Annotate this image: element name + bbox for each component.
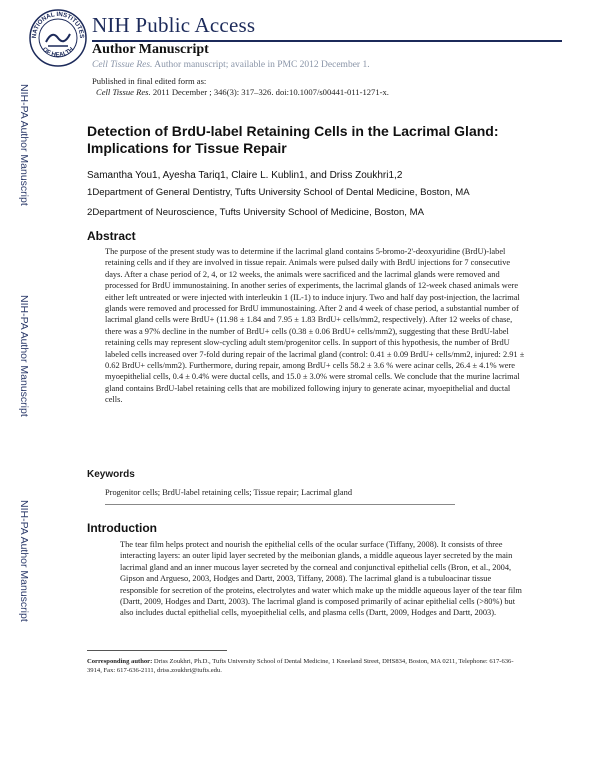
keywords-divider <box>105 504 455 505</box>
abstract-text: The purpose of the present study was to determine if the lacrimal gland contains 5-bromo-2'-deoxyuridine (BrdU)-label retaining cells and if they are involved in tissue repair. Animals were pulsed daily with BrdU injections for 7 consecutive days. After a chase period of 2, 4, or 12 weeks, the animals were sacrificed and the lacrimal glands were removed and processed for BrdU immunostaining. In another series of experiments, the lacrimal glands of 12-week chased animals were either left untreated or were injected with interleukin 1 (IL-1) to induce injury. Two and half day post-injection, the lacrimal glands were removed and processed for BrdU immunostaining. After 2 and 4 week of chase period, a substantial number of lacrimal gland cells were BrdU+ (11.98 ± 1.84 and 7.95 ± 1.83 BrdU+ cells/mm2, respectively). After 12 weeks of chase, there was a 97% decline in the number of BrdU+ cells (0.38 ± 0.06 BrdU+ cells/mm2), suggesting that these BrdU-label retaining cells may represent slow-cycling adult stem/progenitor cells. In support of this hypothesis, the number of BrdU labeled cells increased over 7-fold during repair of the lacrimal gland (control: 0.41 ± 0.09 BrdU+ cells/mm2, injured: 2.91 ± 0.62 BrdU+ cells/mm2). Furthermore, during repair, among BrdU+ cells 58.2 ± 3.6 % were acinar cells, 26.4 ± 4.1% were myoepithelial cells, 0.4 ± 0.4% were ductal cells, and 15.0 ± 3.0% were stromal cells. We conclude that the murine lacrimal gland contains BrdU-label retaining cells that are mobilized following injury to generate acinar, myoepithelial and ductal cells. <box>105 247 525 405</box>
citation-details: 2011 December ; 346(3): 317–326. doi:10.1007/s00441-011-1271-x. <box>150 87 389 97</box>
author-list: Samantha You1, Ayesha Tariq1, Claire L. Kublin1, and Driss Zoukhri1,2 <box>87 170 403 181</box>
svg-text:OF HEALTH: OF HEALTH <box>40 46 76 59</box>
nih-seal-logo <box>28 8 88 68</box>
introduction-heading: Introduction <box>87 521 157 535</box>
corresponding-author-footnote <box>87 658 527 675</box>
published-in-line: Published in final edited form as: <box>92 76 207 86</box>
paper-title: Detection of BrdU-label Retaining Cells in the Lacrimal Gland: Implications for Tissue Repair <box>87 123 499 156</box>
keywords-heading: Keywords <box>87 469 135 480</box>
affiliation-2: 2Department of Neuroscience, Tufts University School of Medicine, Boston, MA <box>87 207 424 218</box>
availability-text: Author manuscript; available in PMC 2012 December 1. <box>152 60 370 70</box>
introduction-text: The tear film helps protect and nourish the epithelial cells of the ocular surface (Tiffany, 2008). It consists of three interacting layers: an outer lipid layer secreted by the meibonian glands, a middle aqueous layer secreted by the main lacrimal gland and an inner mucous layer secreted by the corneal and conjunctival epithelial cells (Bron, et al., 2004, Gipson and Argueso, 2003, Hodges and Dartt, 2003, Tiffany, 2008). The lacrimal gland is a tubuloacinar tissue responsible for secretion of the proteins, electrolytes and water which make up the middle aqueous layer of the tear film (Dartt, 2009, Hodges and Dartt, 2003). The lacrimal gland is composed primarily of acinar epithelial cells (>80%) but also includes ductal epithelial cells, myoepithelial cells, and plasma cells (Dartt, 2009, Hodges and Dartt, 2003). <box>120 540 522 618</box>
author-manuscript-label: Author Manuscript <box>92 42 209 57</box>
journal-availability-line <box>92 60 370 70</box>
abstract-heading: Abstract <box>87 229 136 243</box>
footnote-divider <box>87 650 227 651</box>
svg-text:NATIONAL INSTITUTES: NATIONAL INSTITUTES <box>30 10 86 39</box>
citation-line <box>96 87 389 97</box>
citation-journal: Cell Tissue Res. <box>96 87 151 97</box>
side-label-3: NIH-PA Author Manuscript <box>18 500 30 622</box>
side-label-2: NIH-PA Author Manuscript <box>18 295 30 417</box>
footnote-text: Driss Zoukhri, Ph.D., Tufts University School of Dental Medicine, 1 Kneeland Street, DHS834, Boston, MA 0211, Telephone: 617-636-3914, Fax: 617-636-2111, driss.zoukhri@tufts.edu. <box>87 658 514 674</box>
keywords-text: Progenitor cells; BrdU-label retaining cells; Tissue repair; Lacrimal gland <box>105 488 353 497</box>
journal-name: Cell Tissue Res. <box>92 60 153 70</box>
affiliation-1: 1Department of General Dentistry, Tufts University School of Dental Medicine, Boston, MA <box>87 187 470 198</box>
nih-public-access-title: NIH Public Access <box>92 13 256 37</box>
side-label-1: NIH-PA Author Manuscript <box>18 84 30 206</box>
footnote-label: Corresponding author: <box>87 658 153 665</box>
